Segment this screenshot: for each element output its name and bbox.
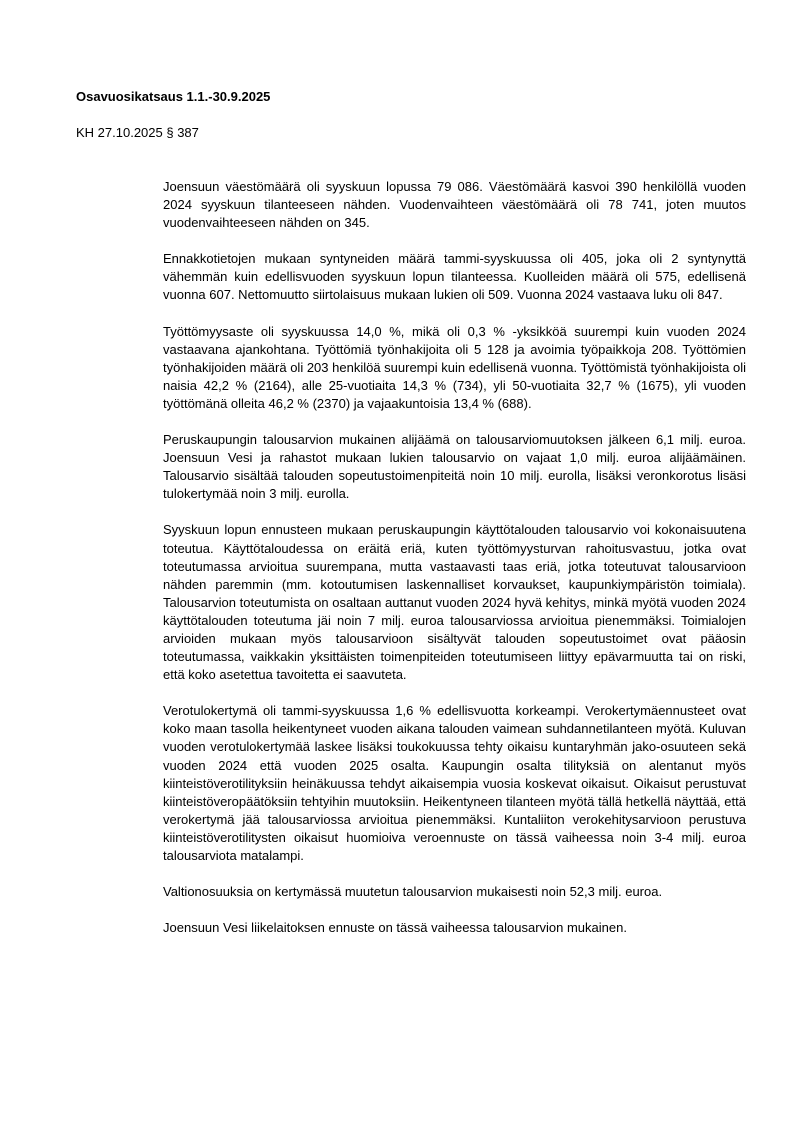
paragraph-budget-deficit: Peruskaupungin talousarvion mukainen alijäämä on talousarviomuutoksen jälkeen 6,1 milj. euroa. Joensuun Vesi ja rahastot mukaan lukien talousarvio on vajaat 1,0 milj. euroa alijäämäinen. Talousarvio sisältää talouden sopeutustoimenpiteitä noin 10 milj. eurolla, lisäksi veronkorotus lisäsi tulokertymää noin 3 milj. eurolla. [163, 432, 746, 502]
document-body [163, 178, 746, 955]
paragraph-state-subsidies: Valtionosuuksia on kertymässä muutetun talousarvion mukaisesti noin 52,3 milj. euroa. [163, 884, 663, 900]
paragraph-population: Joensuun väestömäärä oli syyskuun lopussa 79 086. Väestömäärä kasvoi 390 henkilöllä vuoden 2024 syyskuun tilanteeseen nähden. Vuodenvaihteen väestömäärä oli 78 741, joten muutos vuodenvaihteeseen nähden on 345. [163, 179, 746, 231]
paragraph-births-deaths: Ennakkotietojen mukaan syntyneiden määrä tammi-syyskuussa oli 405, joka oli 2 syntynyttä vähemmän kuin edellisvuoden syyskuun lopun tilanteessa. Kuolleiden määrä oli 575, edellisenä vuonna 607. Nettomuutto siirtolaisuus mukaan lukien oli 509. Vuonna 2024 vastaava luku oli 847. [163, 251, 746, 303]
meeting-reference: KH 27.10.2025 § 387 [76, 125, 199, 140]
paragraph-operating-budget: Syyskuun lopun ennusteen mukaan peruskaupungin käyttötalouden talousarvio voi kokonaisuutena toteutua. Käyttötaloudessa on eräitä eriä, kuten työttömyysturvan rahoitusvastuu, jotka ovat toteutumassa arvioitua suurempana, mutta vastaavasti taas eriä, jotka toteutuvat talousarvioon nähden paremmin (mm. kotoutumisen laskennalliset korvaukset, kaupunkiympäristön toimiala). Talousarvion toteutumista on osaltaan auttanut vuoden 2024 hyvä kehitys, minkä myötä vuoden 2024 käyttötalouden toteutuma jäi noin 7 milj. euroa talousarviossa arvioitua pienemmäksi. Toimialojen arvioiden mukaan myös talousarvioon sisältyvät talouden sopeutustoimet ovat pääosin toteutumassa, vaikkakin yksittäisten toimenpiteiden toteutumiseen liittyy epävarmuutta tai on riski, että koko asetettua tavoitetta ei saavuteta. [163, 522, 746, 683]
paragraph-water-utility: Joensuun Vesi liikelaitoksen ennuste on tässä vaiheessa talousarvion mukainen. [163, 920, 627, 936]
paragraph-unemployment: Työttömyysaste oli syyskuussa 14,0 %, mikä oli 0,3 % -yksikköä suurempi kuin vuoden 2024 vastaavana ajankohtana. Työttömiä työnhakijoita oli 5 128 ja avoimia työpaikkoja 208. Työttömien työnhakijoiden määrä oli 203 henkilöä suurempi kuin edellisenä vuonna. Työttömistä työnhakijoista oli naisia 42,2 % (2164), alle 25-vuotiaita 14,3 % (734), yli 50-vuotiaita 32,7 % (1675), yli vuoden työttömänä olleita 46,2 % (2370) ja vajaakuntoisia 13,4 % (688). [163, 323, 746, 411]
paragraph-tax-revenue: Verotulokertymä oli tammi-syyskuussa 1,6 % edellisvuotta korkeampi. Verokertymäennusteet ovat koko maan tasolla heikentyneet vuoden aikana talouden vaimean suhdannetilanteen myötä. Kuluvan vuoden verotulokertymää laskee lisäksi toukokuussa tehty oikaisu kuntaryhmän jako-osuuteen sekä vuoden 2024 että vuoden 2025 osalta. Kaupungin osalta tilityksiä on alentanut myös kiinteistöverotilityksiin heinäkuussa tehdyt aikaisempia vuosia koskevat oikaisut. Oikaisut perustuvat kiinteistöveropäätöksiin tehtyihin muutoksiin. Heikentyneen tilanteen myötä tällä hetkellä näyttää, että verokertymä jää talousarviossa arvioitua pienemmäksi. Kuntaliiton verokehitysarvioon perustuva kiinteistöverotilitysten oikaisut huomioiva veroennuste on tässä vaiheessa noin 3-4 milj. euroa talousarviota matalampi. [163, 703, 746, 863]
page-title: Osavuosikatsaus 1.1.-30.9.2025 [76, 89, 271, 104]
